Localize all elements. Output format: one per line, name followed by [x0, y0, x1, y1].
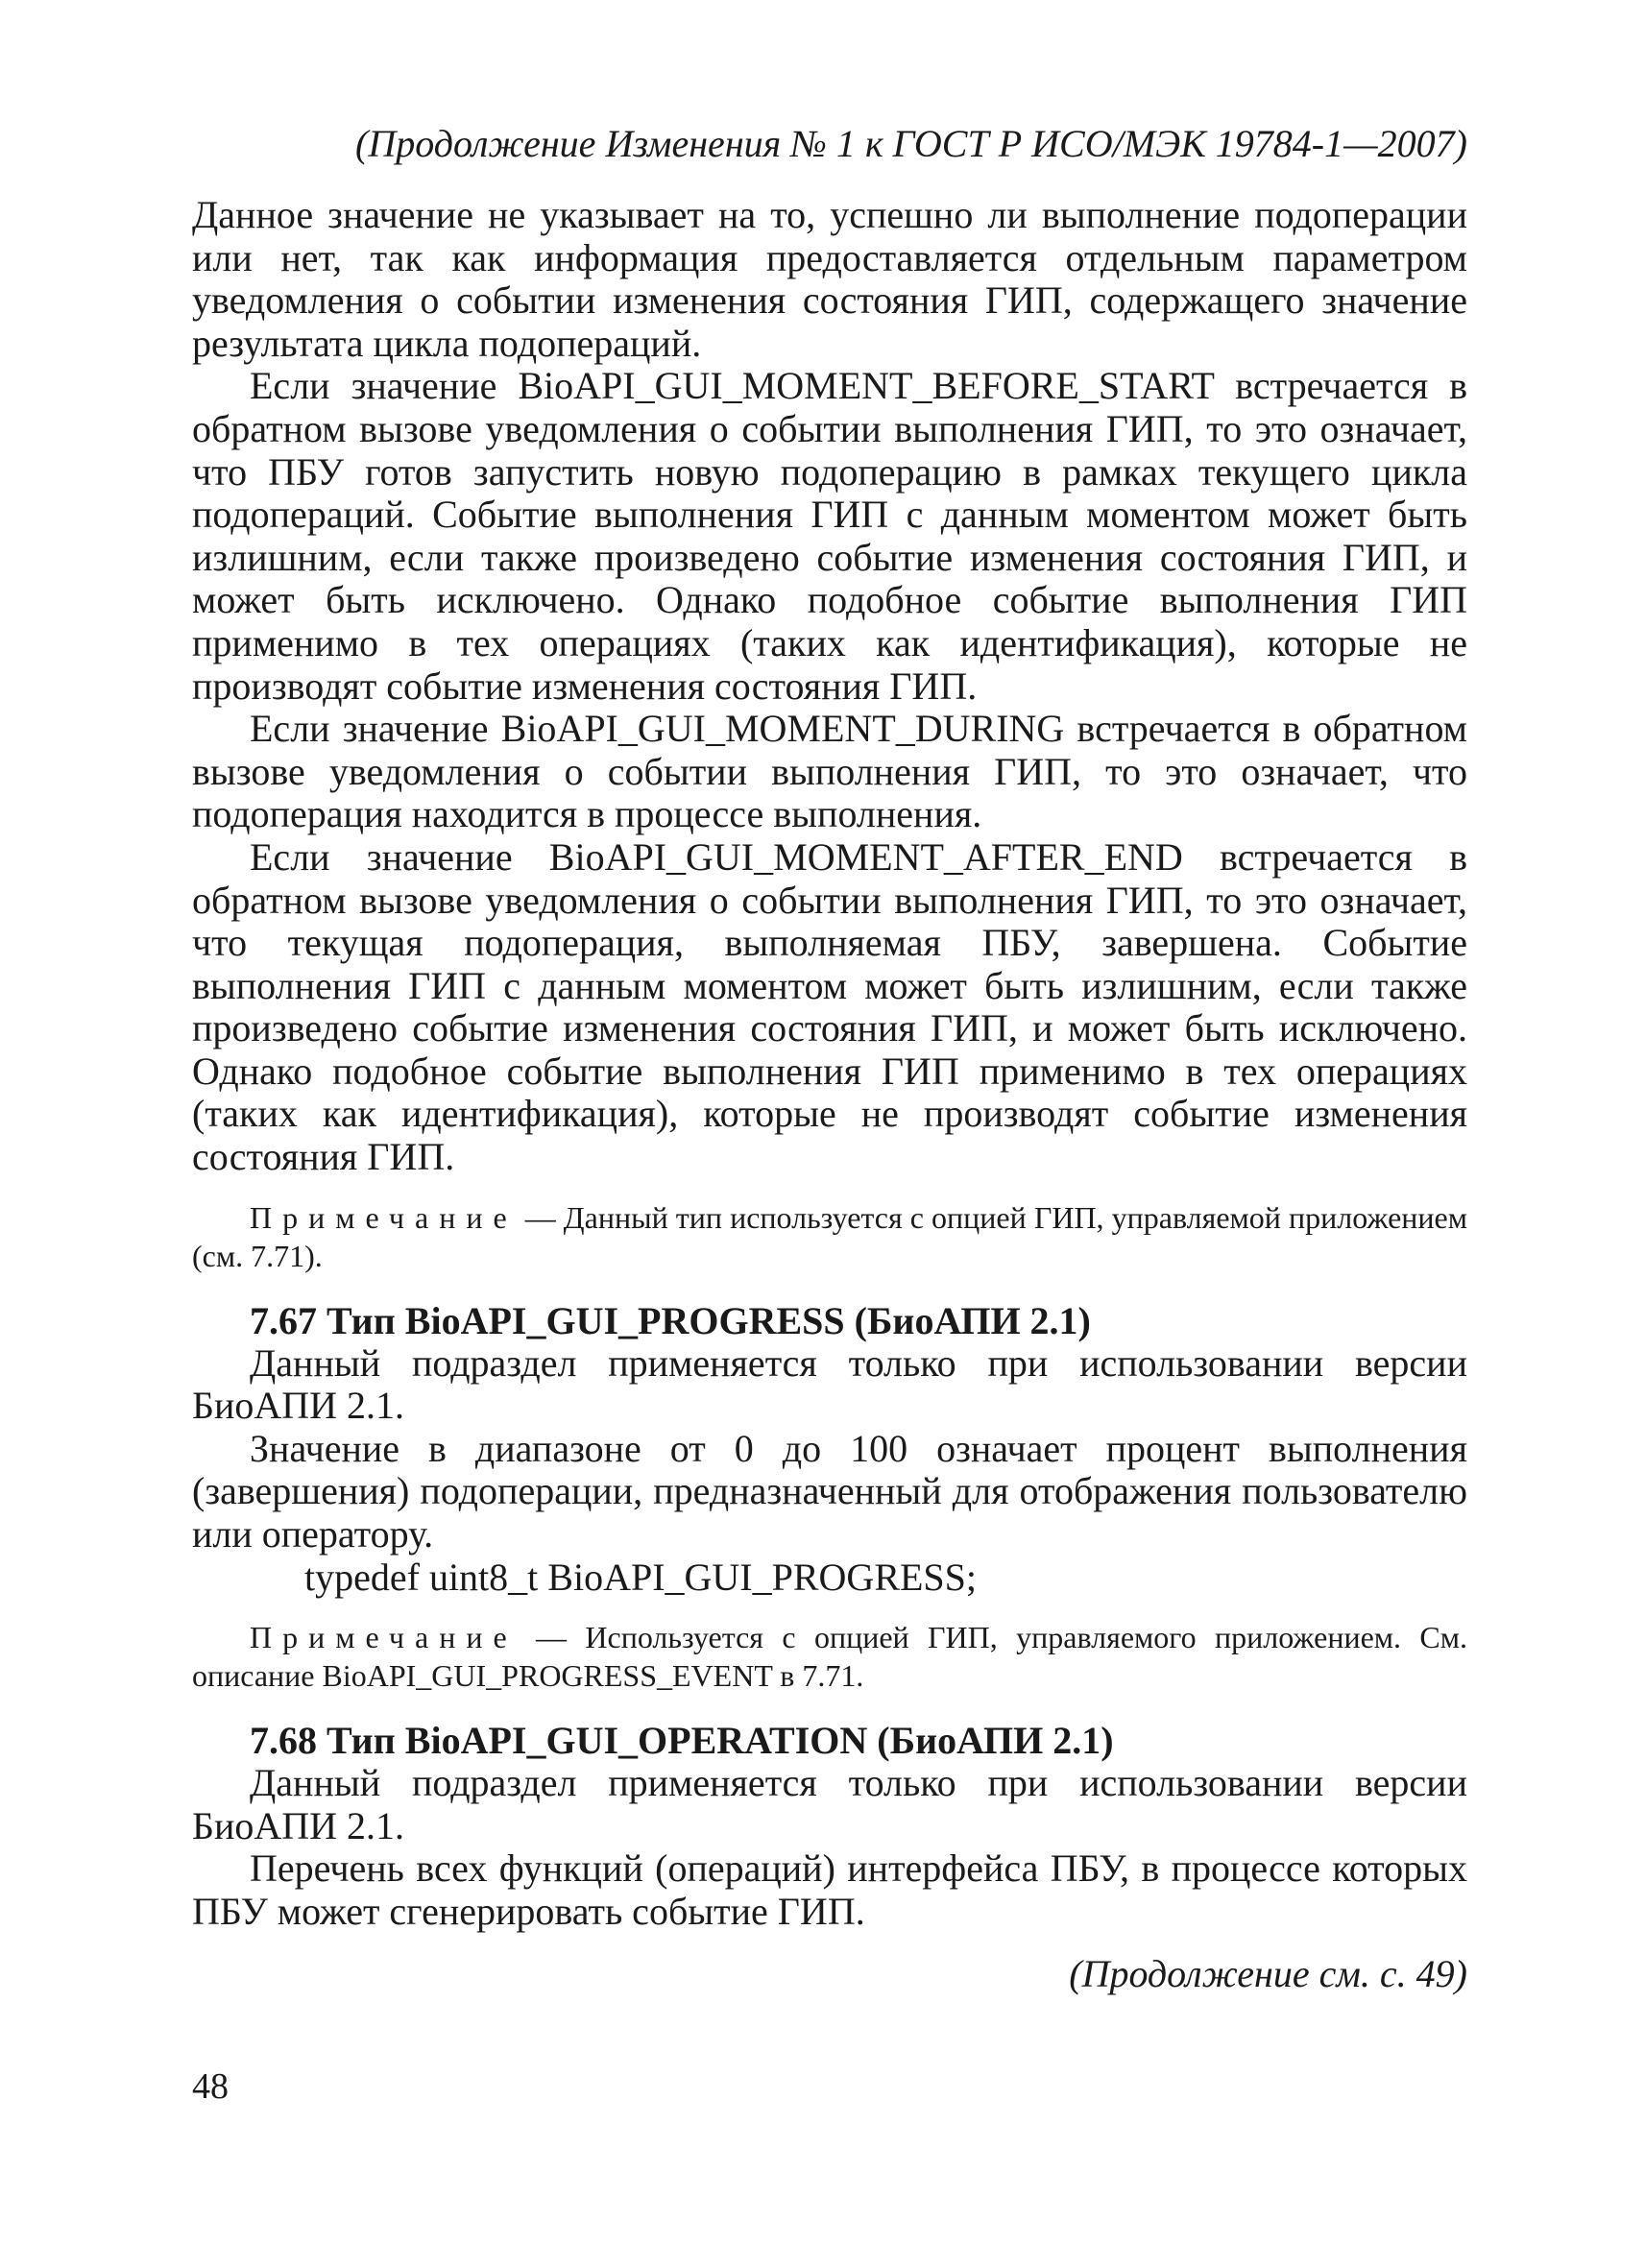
continuation-note: (Продолжение см. с. 49)	[1069, 1951, 1467, 1995]
section-heading-7-68: 7.68 Тип BioAPI_GUI_OPERATION (БиоАПИ 2.1)	[250, 1719, 1114, 1763]
body-paragraph: Данное значение не указывает на то, успешно ли выполнение подоперации или нет, так как информация предоставляется отдельным параметром уведомления о событии изменения состояния ГИП, содержащего значение результата цикла подопераций.	[192, 193, 1467, 365]
body-paragraph: Если значение BioAPI_GUI_MOMENT_DURING встречается в обратном вызове уведомления о событии выполнения ГИП, то это означает, что подоперация находится в процессе выполнения.	[192, 707, 1467, 836]
page-number: 48	[192, 2066, 229, 2107]
document-page	[192, 115, 1467, 2208]
note	[192, 1198, 1467, 1275]
note-label: Примечание	[250, 1199, 518, 1235]
code-line: typedef uint8_t BioAPI_GUI_PROGRESS;	[304, 1555, 978, 1599]
note-text: — Данный тип используется с опцией ГИП, управляемой приложением (см. 7.71).	[192, 1199, 1467, 1273]
body-paragraph: Данный подраздел применяется только при использовании версии БиоАПИ 2.1.	[192, 1340, 1467, 1428]
running-header: (Продолжение Изменения № 1 к ГОСТ Р ИСО/МЭК 19784-1—2007)	[355, 122, 1467, 165]
body-paragraph: Если значение BioAPI_GUI_MOMENT_BEFORE_START встречается в обратном вызове уведомления о событии выполнения ГИП, то это означает, что ПБУ готов запустить новую подоперацию в рамках текущего цикла подопераций. Событие выполнения ГИП с данным моментом может быть излишним, если также произведено событие изменения состояния ГИП, и может быть исключено. Однако подобное событие выполнения ГИП применимо в тех операциях (таких как идентификация), которые не производят событие изменения состояния ГИП.	[192, 364, 1467, 708]
note-label: Примечание	[250, 1620, 518, 1655]
section-heading-7-67: 7.67 Тип BioAPI_GUI_PROGRESS (БиоАПИ 2.1)	[250, 1298, 1091, 1342]
body-paragraph: Значение в диапазоне от 0 до 100 означает процент выполнения (завершения) подоперации, предназначенный для отображения пользователю или оператору.	[192, 1426, 1467, 1556]
note-text: — Используется с опцией ГИП, управляемого приложением. См. описание BioAPI_GUI_PROGRESS_EVENT в 7.71.	[192, 1620, 1467, 1694]
note	[192, 1618, 1467, 1695]
body-paragraph: Если значение BioAPI_GUI_MOMENT_AFTER_END встречается в обратном вызове уведомления о событии выполнения ГИП, то это означает, что текущая подоперация, выполняемая ПБУ, завершена. Событие выполнения ГИП с данным моментом может быть излишним, если также произведено событие изменения состояния ГИП, и может быть исключено. Однако подобное событие выполнения ГИП применимо в тех операциях (таких как идентификация), которые не производят событие изменения состояния ГИП.	[192, 834, 1467, 1179]
body-paragraph: Данный подраздел применяется только при использовании версии БиоАПИ 2.1.	[192, 1761, 1467, 1847]
body-paragraph: Перечень всех функций (операций) интерфейса ПБУ, в процессе которых ПБУ может сгенерировать событие ГИП.	[192, 1846, 1467, 1933]
